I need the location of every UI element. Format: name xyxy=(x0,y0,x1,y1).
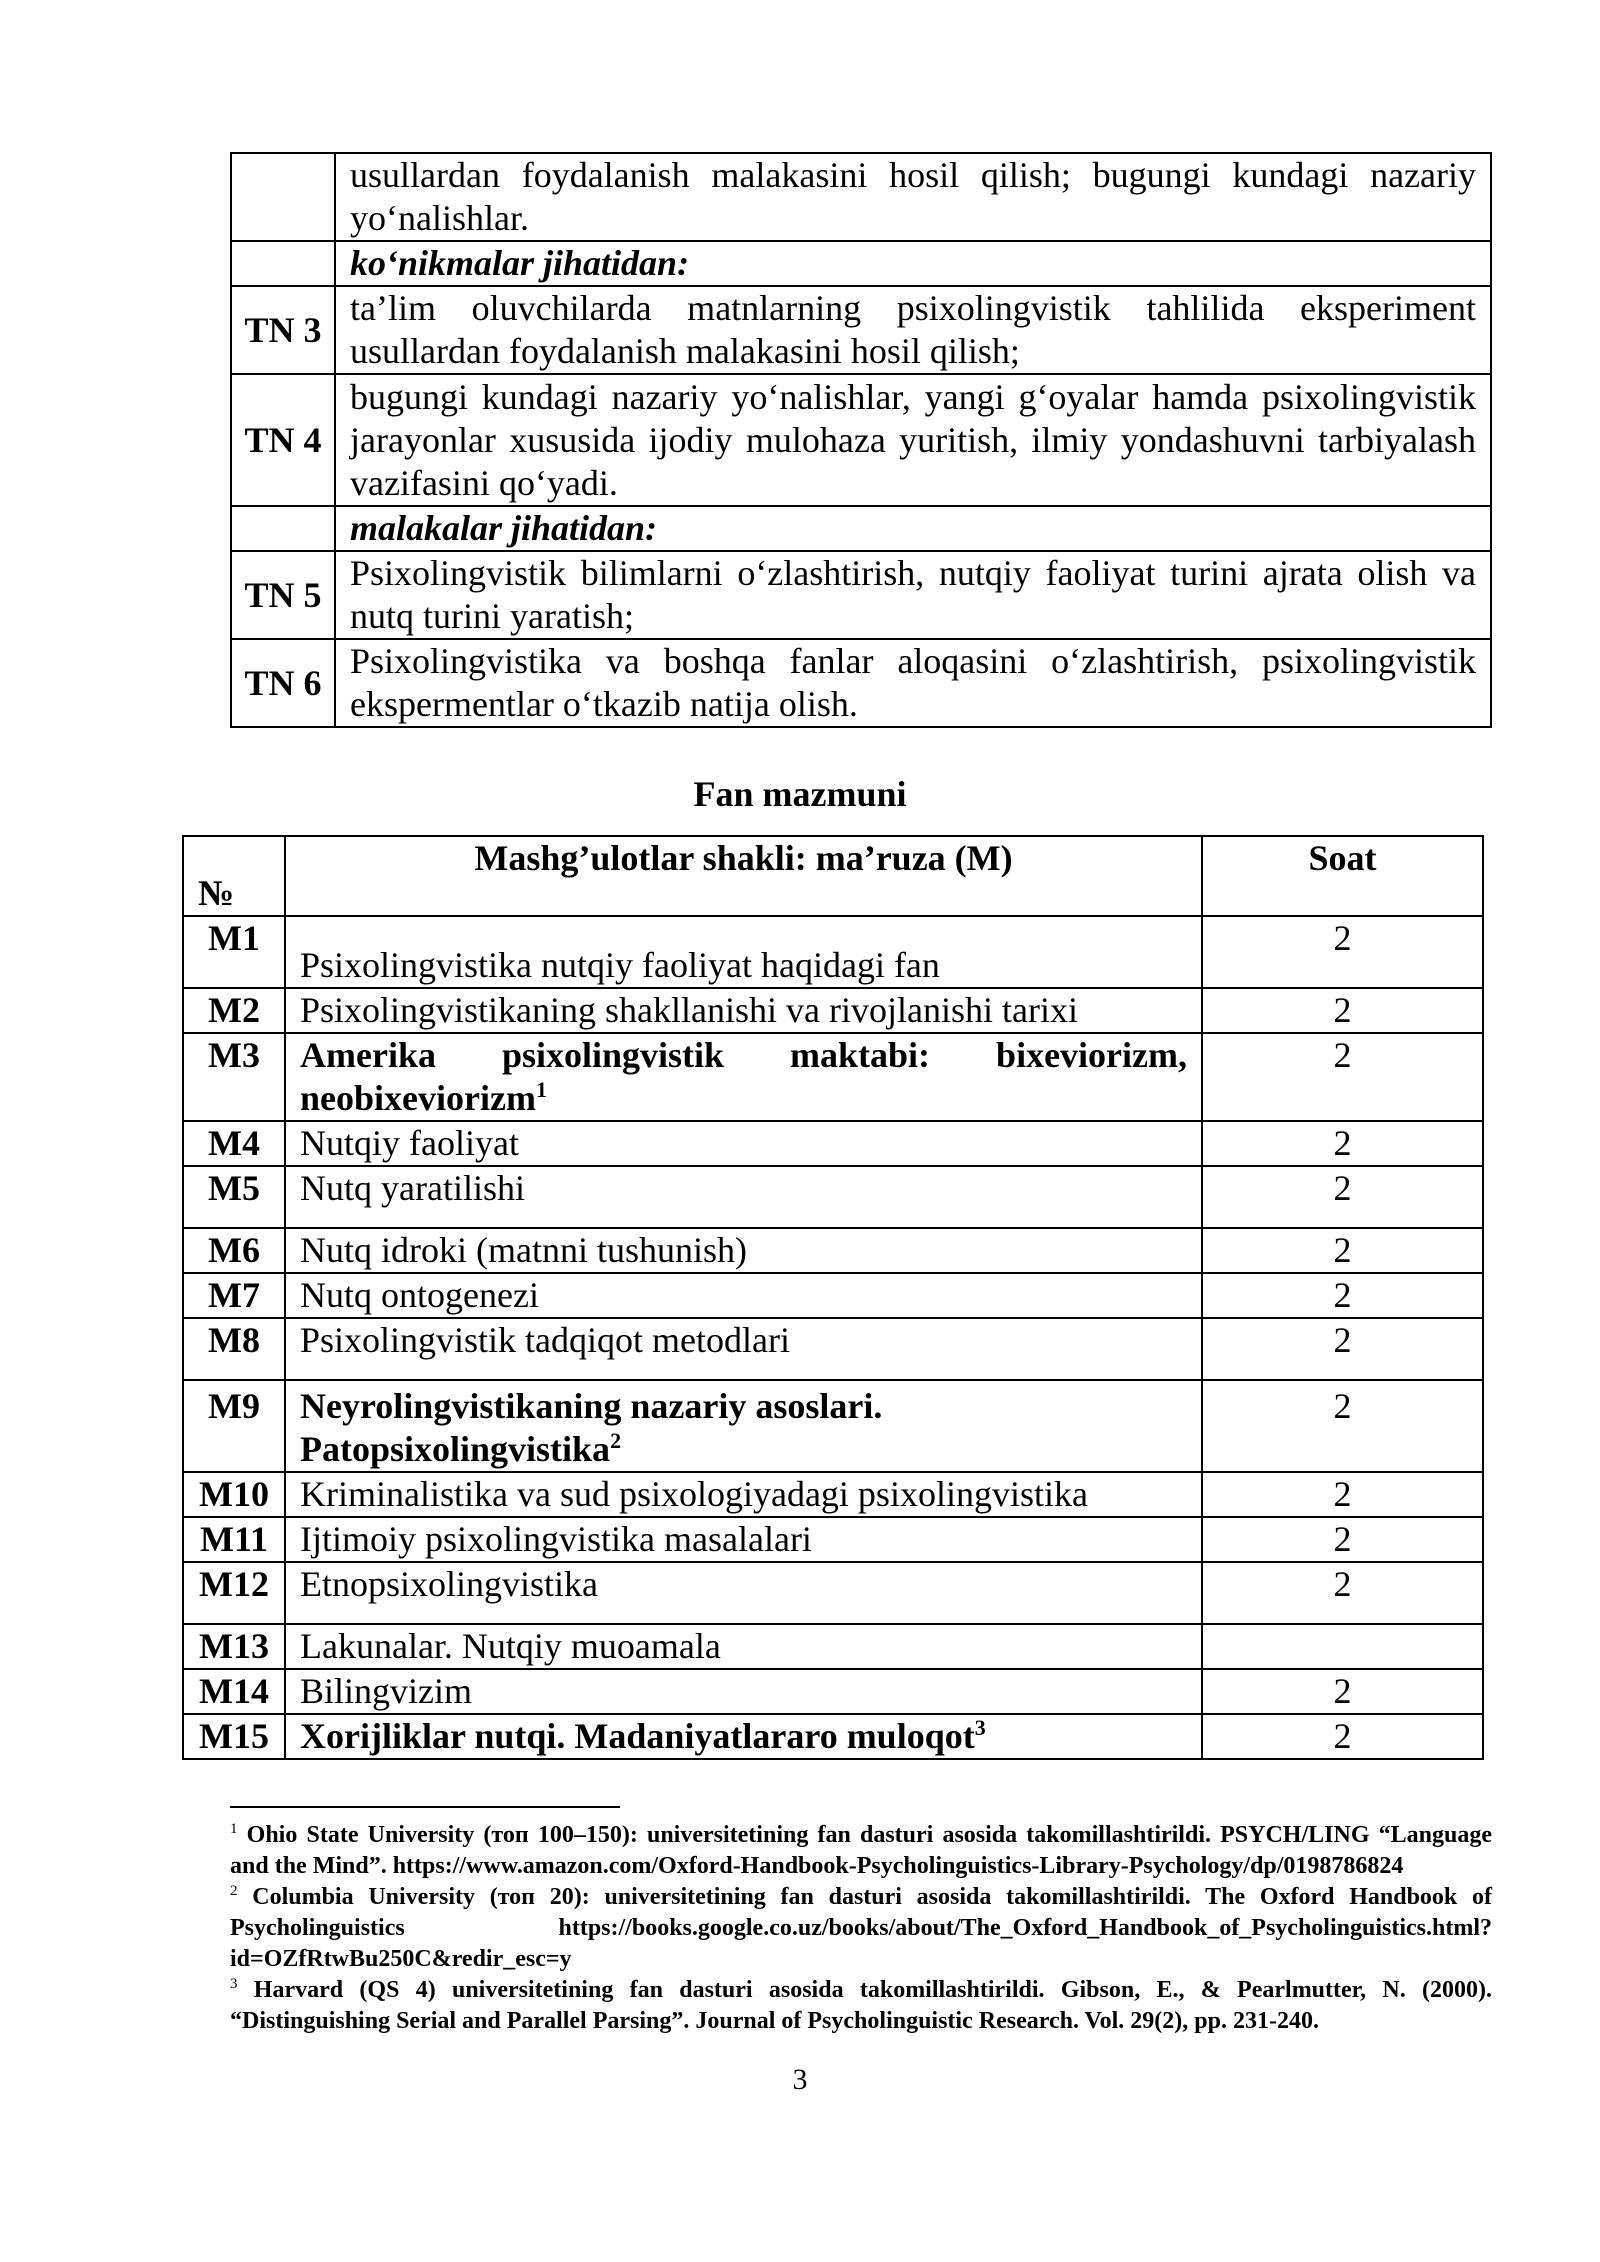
lecture-title: Xorijliklar nutqi. Madaniyatlararo muloqot xyxy=(300,1716,975,1756)
lecture-title-line: Neyrolingvistikaning nazariy asoslari. xyxy=(300,1386,883,1426)
outcome-code xyxy=(231,506,335,551)
outcome-code xyxy=(231,241,335,286)
lecture-hours: 2 xyxy=(1202,1714,1483,1759)
outcome-section-heading: malakalar jihatidan: xyxy=(335,506,1491,551)
outcome-text: bugungi kundagi nazariy yo‘nalishlar, yangi g‘oyalar hamda psixolingvistik jarayonlar xususida ijodiy mulohaza yuritish, ilmiy yondashuvni tarbiyalash vazifasini qo‘yadi. xyxy=(335,374,1491,506)
table-row xyxy=(231,374,1491,506)
table-row xyxy=(183,1517,1483,1562)
table-row xyxy=(183,1624,1483,1669)
lecture-title: Bilingvizim xyxy=(285,1669,1202,1714)
outcome-code: TN 5 xyxy=(231,551,335,639)
table-row xyxy=(231,241,1491,286)
lecture-hours: 2 xyxy=(1202,1166,1483,1228)
lecture-title: Amerika psixolingvistik maktabi: bixeviorizm, neobixeviorizm xyxy=(300,1035,1187,1118)
lecture-title-line: Patopsixolingvistika xyxy=(300,1429,611,1469)
column-header-hours: Soat xyxy=(1202,836,1483,916)
lecture-number: M6 xyxy=(183,1228,285,1273)
footnote-text: Columbia University (топ 20): universitetining fan dasturi asosida takomillashtirildi. The Oxford Handbook of Psycholinguistics https://books.google.co.uz/books/about/The_Oxford_Handbook_of_Psycholinguistics.html?id=OZfRtwBu250C&redir_esc=y xyxy=(230,1884,1493,1972)
learning-outcomes-table xyxy=(230,152,1492,728)
table-row xyxy=(183,1669,1483,1714)
footnote-separator xyxy=(230,1806,620,1808)
lecture-number: M1 xyxy=(183,916,285,988)
lecture-hours: 2 xyxy=(1202,1380,1483,1472)
lecture-hours: 2 xyxy=(1202,916,1483,988)
table-row xyxy=(183,1166,1483,1228)
lecture-title: Psixolingvistik tadqiqot metodlari xyxy=(285,1318,1202,1380)
lecture-hours: 2 xyxy=(1202,1517,1483,1562)
lecture-hours: 2 xyxy=(1202,1121,1483,1166)
lecture-number: M5 xyxy=(183,1166,285,1228)
lecture-number: M12 xyxy=(183,1562,285,1624)
page-number: 3 xyxy=(792,2063,808,2096)
footnote-ref: 1 xyxy=(535,1077,547,1102)
lecture-number: M8 xyxy=(183,1318,285,1380)
lecture-number: M4 xyxy=(183,1121,285,1166)
outcome-text: usullardan foydalanish malakasini hosil qilish; bugungi kundagi nazariy yo‘nalishlar. xyxy=(335,153,1491,241)
footnote-ref: 3 xyxy=(974,1715,986,1740)
table-row xyxy=(183,1318,1483,1380)
lecture-number: M13 xyxy=(183,1624,285,1669)
lecture-title: Lakunalar. Nutqiy muoamala xyxy=(285,1624,1202,1669)
lecture-number: M3 xyxy=(183,1033,285,1121)
lecture-title: Etnopsixolingvistika xyxy=(285,1562,1202,1624)
column-header-number: № xyxy=(183,836,285,916)
section-title: Fan mazmuni xyxy=(693,774,907,814)
table-row xyxy=(183,1714,1483,1759)
table-row xyxy=(231,506,1491,551)
footnote-text: Harvard (QS 4) universitetining fan dasturi asosida takomillashtirildi. Gibson, E., & Pearlmutter, N. (2000). “Distinguishing Serial and Parallel Parsing”. Journal of Psycholinguistic Research. Vol. 29(2), pp. 231-240. xyxy=(230,1977,1493,2034)
outcome-section-heading: ko‘nikmalar jihatidan: xyxy=(335,241,1491,286)
lecture-title: Kriminalistika va sud psixologiyadagi psixolingvistika xyxy=(285,1472,1202,1517)
lecture-number: M10 xyxy=(183,1472,285,1517)
table-row xyxy=(183,1121,1483,1166)
table-row xyxy=(183,988,1483,1033)
lecture-number: M2 xyxy=(183,988,285,1033)
table-row xyxy=(183,1273,1483,1318)
lecture-hours: 2 xyxy=(1202,1273,1483,1318)
lecture-title: Nutqiy faoliyat xyxy=(285,1121,1202,1166)
table-row xyxy=(231,153,1491,241)
table-header-row xyxy=(183,836,1483,916)
footnote xyxy=(230,1975,1492,2037)
table-row xyxy=(183,916,1483,988)
lecture-title: Psixolingvistikaning shakllanishi va rivojlanishi tarixi xyxy=(285,988,1202,1033)
lecture-hours: 2 xyxy=(1202,1318,1483,1380)
lecture-title: Psixolingvistika nutqiy faoliyat haqidagi fan xyxy=(285,916,1202,988)
table-row xyxy=(183,1228,1483,1273)
lecture-title-cell xyxy=(285,1033,1202,1121)
lecture-number: M7 xyxy=(183,1273,285,1318)
lecture-number: M14 xyxy=(183,1669,285,1714)
column-header-title: Mashg’ulotlar shakli: ma’ruza (M) xyxy=(285,836,1202,916)
table-row xyxy=(183,1562,1483,1624)
footnote-mark: 3 xyxy=(230,1976,238,1992)
footnote-ref: 2 xyxy=(610,1428,622,1453)
lecture-number: M9 xyxy=(183,1380,285,1472)
table-row xyxy=(183,1472,1483,1517)
outcome-code: TN 6 xyxy=(231,639,335,727)
lecture-hours: 2 xyxy=(1202,1669,1483,1714)
footnote-mark: 1 xyxy=(230,1821,238,1837)
footnote xyxy=(230,1882,1492,1975)
lecture-schedule-table xyxy=(182,835,1484,1760)
table-row xyxy=(183,1380,1483,1472)
lecture-hours: 2 xyxy=(1202,1562,1483,1624)
footnotes xyxy=(230,1820,1492,2037)
lecture-title: Ijtimoiy psixolingvistika masalalari xyxy=(285,1517,1202,1562)
footnote-text: Ohio State University (топ 100–150): universitetining fan dasturi asosida takomillashtirildi. PSYCH/LING “Language and the Mind”. https://www.amazon.com/Oxford-Handbook-Psycholinguistics-Library-Psychology/dp/0198786824 xyxy=(230,1822,1492,1879)
outcome-text: Psixolingvistika va boshqa fanlar aloqasini o‘zlashtirish, psixolingvistik ekspermentlar o‘tkazib natija olish. xyxy=(335,639,1491,727)
table-row xyxy=(231,551,1491,639)
lecture-title: Nutq ontogenezi xyxy=(285,1273,1202,1318)
outcome-code: TN 3 xyxy=(231,286,335,374)
outcome-code: TN 4 xyxy=(231,374,335,506)
lecture-title-cell xyxy=(285,1380,1202,1472)
outcome-code xyxy=(231,153,335,241)
outcome-text: ta’lim oluvchilarda matnlarning psixolingvistik tahlilida eksperiment usullardan foydalanish malakasini hosil qilish; xyxy=(335,286,1491,374)
lecture-hours: 2 xyxy=(1202,1472,1483,1517)
lecture-title-cell xyxy=(285,1714,1202,1759)
lecture-hours: 2 xyxy=(1202,1033,1483,1121)
lecture-hours: 2 xyxy=(1202,1228,1483,1273)
outcome-text: Psixolingvistik bilimlarni o‘zlashtirish, nutqiy faoliyat turini ajrata olish va nutq turini yaratish; xyxy=(335,551,1491,639)
lecture-number: M11 xyxy=(183,1517,285,1562)
lecture-title: Nutq yaratilishi xyxy=(285,1166,1202,1228)
footnote xyxy=(230,1820,1492,1882)
lecture-number: M15 xyxy=(183,1714,285,1759)
table-row xyxy=(231,286,1491,374)
table-row xyxy=(231,639,1491,727)
lecture-hours xyxy=(1202,1624,1483,1669)
lecture-title: Nutq idroki (matnni tushunish) xyxy=(285,1228,1202,1273)
footnote-mark: 2 xyxy=(230,1883,238,1899)
lecture-hours: 2 xyxy=(1202,988,1483,1033)
table-row xyxy=(183,1033,1483,1121)
